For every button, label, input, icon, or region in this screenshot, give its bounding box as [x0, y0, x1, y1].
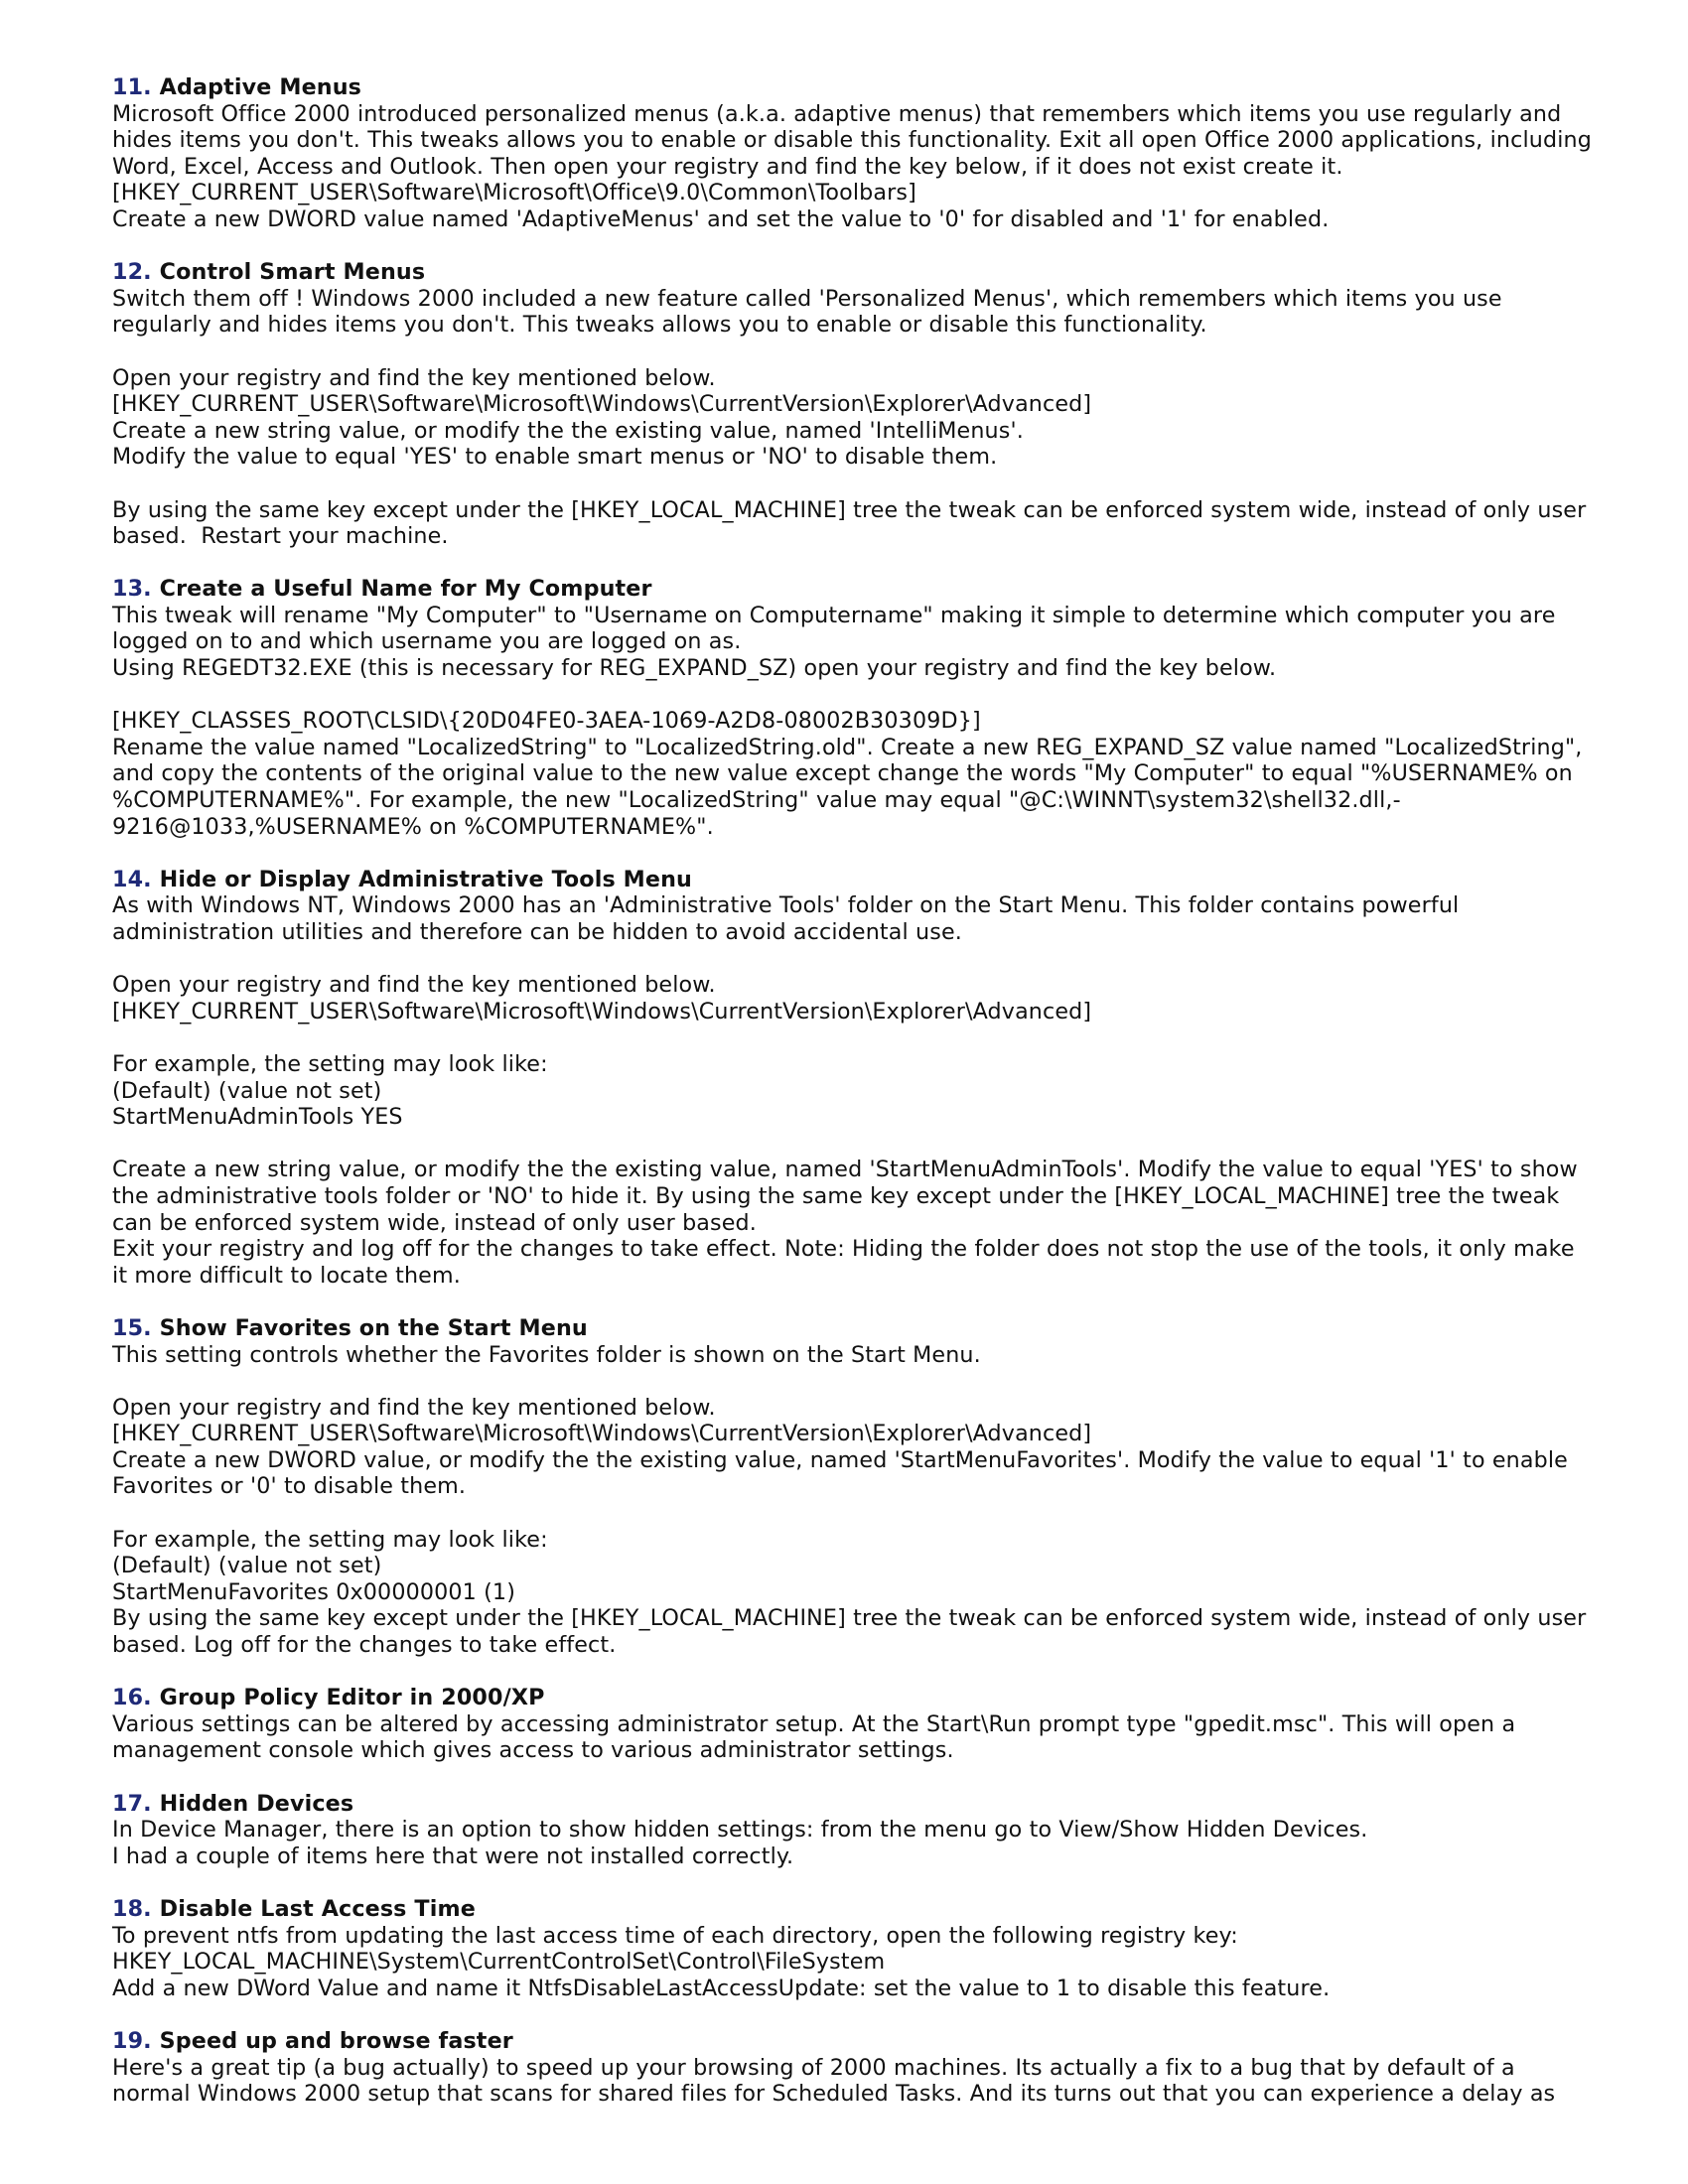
tip-title: Group Policy Editor in 2000/XP — [159, 1685, 545, 1711]
tip-number: 11. — [112, 74, 152, 100]
tip-heading — [112, 1315, 1602, 1342]
body-line: normal Windows 2000 setup that scans for shared files for Scheduled Tasks. And its turns out that you can experience a delay as — [112, 2081, 1556, 2108]
tip-title: Disable Last Access Time — [159, 1895, 476, 1922]
body-line: In Device Manager, there is an option to show hidden settings: from the menu go to View/Show Hidden Devices. — [112, 1817, 1368, 1843]
body-line: Exit your registry and log off for the changes to take effect. Note: Hiding the folder does not stop the use of the tools, it only make — [112, 1236, 1575, 1263]
body-line: Rename the value named "LocalizedString" to "LocalizedString.old". Create a new REG_EXPAND_SZ value named "LocalizedString", — [112, 734, 1583, 760]
tip-section — [112, 1315, 1602, 1659]
tip-heading — [112, 576, 1602, 603]
body-line: [HKEY_CURRENT_USER\Software\Microsoft\Office\9.0\Common\Toolbars] — [112, 180, 916, 206]
body-line: can be enforced system wide, instead of only user based. — [112, 1209, 757, 1236]
tip-section — [112, 74, 1602, 233]
body-line: Open your registry and find the key mentioned below. — [112, 1394, 716, 1421]
body-line: For example, the setting may look like: — [112, 1526, 548, 1553]
tip-number: 16. — [112, 1685, 152, 1711]
blank-line — [112, 1131, 1602, 1158]
body-line: StartMenuFavorites 0x00000001 (1) — [112, 1578, 516, 1605]
tip-heading — [112, 74, 1602, 101]
body-line: regularly and hides items you don't. This tweaks allows you to enable or disable this functionality. — [112, 312, 1207, 339]
body-line: Create a new string value, or modify the the existing value, named 'IntelliMenus'. — [112, 417, 1024, 444]
body-line: and copy the contents of the original value to the new value except change the words "My Computer" to equal "%USERNAME% on — [112, 760, 1573, 787]
body-line: To prevent ntfs from updating the last access time of each directory, open the following registry key: — [112, 1922, 1238, 1949]
tip-title: Hidden Devices — [159, 1790, 354, 1817]
tip-number: 15. — [112, 1314, 152, 1341]
tip-title: Show Favorites on the Start Menu — [159, 1314, 588, 1341]
tip-number: 17. — [112, 1790, 152, 1817]
blank-line — [112, 682, 1602, 709]
body-line: By using the same key except under the [HKEY_LOCAL_MACHINE] tree the tweak can be enforced system wide, instead of only user — [112, 496, 1587, 523]
tip-heading — [112, 867, 1602, 893]
blank-line — [112, 1368, 1602, 1395]
blank-line — [112, 946, 1602, 973]
blank-line — [112, 471, 1602, 497]
tip-number: 14. — [112, 866, 152, 892]
tip-number: 13. — [112, 576, 152, 603]
body-line: hides items you don't. This tweaks allows you to enable or disable this functionality. Exit all open Office 2000 applications, including — [112, 127, 1592, 154]
tip-section — [112, 1896, 1602, 2001]
blank-line — [112, 339, 1602, 365]
body-line: it more difficult to locate them. — [112, 1262, 461, 1289]
body-line: (Default) (value not set) — [112, 1553, 382, 1579]
body-line: StartMenuAdminTools YES — [112, 1104, 403, 1131]
body-line: Here's a great tip (a bug actually) to speed up your browsing of 2000 machines. Its actually a fix to a bug that by default of a — [112, 2054, 1515, 2081]
body-line: Microsoft Office 2000 introduced personalized menus (a.k.a. adaptive menus) that remembers which items you use regularly and — [112, 100, 1562, 127]
body-line: [HKEY_CURRENT_USER\Software\Microsoft\Windows\CurrentVersion\Explorer\Advanced] — [112, 1421, 1092, 1447]
document-page — [112, 74, 1602, 2133]
body-line: HKEY_LOCAL_MACHINE\System\CurrentControlSet\Control\FileSystem — [112, 1949, 886, 1976]
body-line: As with Windows NT, Windows 2000 has an 'Administrative Tools' folder on the Start Menu. This folder contains powerful — [112, 892, 1460, 919]
body-line: %COMPUTERNAME%". For example, the new "LocalizedString" value may equal "@C:\WINNT\system32\shell32.dll,- — [112, 787, 1401, 814]
body-line: 9216@1033,%USERNAME% on %COMPUTERNAME%". — [112, 813, 714, 840]
body-line: logged on to and which username you are logged on as. — [112, 628, 742, 655]
tip-heading — [112, 1791, 1602, 1818]
body-line: management console which gives access to various administrator settings. — [112, 1737, 954, 1764]
body-line: For example, the setting may look like: — [112, 1050, 548, 1077]
body-line: This setting controls whether the Favorites folder is shown on the Start Menu. — [112, 1341, 981, 1368]
body-line: Create a new DWORD value named 'AdaptiveMenus' and set the value to '0' for disabled and '1' for enabled. — [112, 205, 1330, 232]
body-line: Open your registry and find the key mentioned below. — [112, 972, 716, 999]
body-line: This tweak will rename "My Computer" to "Username on Computername" making it simple to determine which computer you are — [112, 602, 1556, 628]
body-line: Open your registry and find the key mentioned below. — [112, 364, 716, 391]
body-line: Favorites or '0' to disable them. — [112, 1473, 467, 1500]
blank-line — [112, 1024, 1602, 1051]
tip-number: 18. — [112, 1895, 152, 1922]
tip-title: Create a Useful Name for My Computer — [159, 576, 652, 603]
body-line: Create a new DWORD value, or modify the the existing value, named 'StartMenuFavorites'. Modify the value to equal '1' to enable — [112, 1446, 1568, 1473]
tip-section — [112, 867, 1602, 1290]
body-line: Create a new string value, or modify the the existing value, named 'StartMenuAdminTools'. Modify the value to equal 'YES' to show — [112, 1157, 1578, 1183]
tip-title: Adaptive Menus — [159, 74, 362, 100]
body-line: By using the same key except under the [HKEY_LOCAL_MACHINE] tree the tweak can be enforced system wide, instead of only user — [112, 1605, 1587, 1632]
tip-heading — [112, 2028, 1602, 2055]
blank-line — [112, 1500, 1602, 1527]
body-line: based. Restart your machine. — [112, 523, 449, 550]
body-line: [HKEY_CLASSES_ROOT\CLSID\{20D04FE0-3AEA-1069-A2D8-08002B30309D}] — [112, 708, 981, 735]
tip-number: 12. — [112, 259, 152, 286]
body-line: administration utilities and therefore can be hidden to avoid accidental use. — [112, 919, 962, 945]
tip-title: Control Smart Menus — [159, 259, 426, 286]
body-line: Word, Excel, Access and Outlook. Then open your registry and find the key below, if it does not exist create it. — [112, 153, 1343, 180]
body-line: Switch them off ! Windows 2000 included a new feature called 'Personalized Menus', which remembers which items you use — [112, 285, 1502, 312]
tip-section — [112, 2028, 1602, 2108]
body-line: I had a couple of items here that were not installed correctly. — [112, 1843, 794, 1869]
tip-section — [112, 576, 1602, 840]
tip-section — [112, 1791, 1602, 1870]
tip-section — [112, 1685, 1602, 1764]
tip-heading — [112, 1685, 1602, 1711]
body-line: Modify the value to equal 'YES' to enable smart menus or 'NO' to disable them. — [112, 444, 998, 471]
tip-heading — [112, 1896, 1602, 1923]
tip-title: Hide or Display Administrative Tools Menu — [159, 866, 693, 892]
body-line: Using REGEDT32.EXE (this is necessary for REG_EXPAND_SZ) open your registry and find the key below. — [112, 655, 1277, 682]
tip-heading — [112, 259, 1602, 286]
body-line: Various settings can be altered by accessing administrator setup. At the Start\Run prompt type "gpedit.msc". This will open a — [112, 1710, 1516, 1737]
body-line: [HKEY_CURRENT_USER\Software\Microsoft\Windows\CurrentVersion\Explorer\Advanced] — [112, 998, 1092, 1024]
tip-title: Speed up and browse faster — [159, 2027, 513, 2054]
tip-number: 19. — [112, 2027, 152, 2054]
body-line: the administrative tools folder or 'NO' to hide it. By using the same key except under the [HKEY_LOCAL_MACHINE] tree the tweak — [112, 1182, 1560, 1209]
body-line: (Default) (value not set) — [112, 1077, 382, 1104]
body-line: Add a new DWord Value and name it NtfsDisableLastAccessUpdate: set the value to 1 to disable this feature. — [112, 1975, 1331, 2001]
body-line: based. Log off for the changes to take effect. — [112, 1632, 617, 1659]
tip-section — [112, 259, 1602, 550]
body-line: [HKEY_CURRENT_USER\Software\Microsoft\Windows\CurrentVersion\Explorer\Advanced] — [112, 391, 1092, 418]
